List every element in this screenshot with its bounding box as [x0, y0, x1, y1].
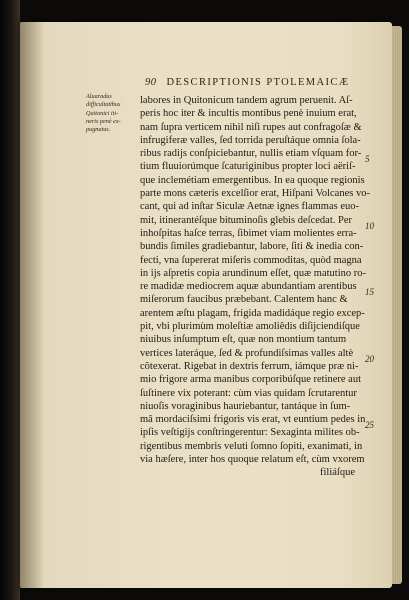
page-fore-edge — [392, 26, 402, 584]
text-line: labores in Quitonicum tandem agrum peruenit. Aſ- — [140, 95, 353, 106]
text-line: rigentibus membris veluti ſomno ſopiti, exanimati, in — [140, 440, 363, 452]
binding-edge — [0, 0, 20, 600]
text-line: mio frigore arma manibus corporibúſque retinere aut — [140, 374, 362, 386]
marginal-note-line: neris penè ex- — [86, 117, 121, 125]
text-line: ipſis veſtigijs conſtringerentur: Sexaginta milites ob- — [140, 427, 360, 439]
text-line: re madidæ mediocrem aquæ abundantiam arentibus — [140, 281, 357, 293]
line-number: 5 — [365, 154, 370, 164]
text-line: in ijs aſpretis copia arundinum eſſet, quæ matutino ro- — [140, 267, 366, 279]
line-number: 20 — [365, 354, 374, 364]
text-line: ſuſtinere vix poterant: cùm vias quidam ſcrutarentur — [140, 387, 357, 399]
text-line: peris hoc iter & incultis montibus penè inuium erat, — [140, 108, 357, 120]
text-line: cant, qui ad inſtar Siculæ Aetnæ ignes flammas euo- — [140, 201, 359, 213]
text-line: tium fluuiorúmque ſcaturiginibus propter loci aëriſ- — [140, 161, 356, 173]
line-number: 15 — [365, 287, 374, 297]
text-line: ribus radijs conſpiciebantur, nullis etiam vſquam for- — [140, 148, 362, 160]
text-line: parte mons cæteris excelſior erat, Hiſpani Volcanes vo- — [140, 188, 370, 200]
page-number: 90 — [145, 77, 157, 88]
marginal-note-line: Aluaradus — [86, 93, 112, 100]
text-line: miſerorum faucibus præbebant. Calentem hanc & — [140, 294, 348, 306]
line-number: 25 — [365, 420, 374, 430]
marginal-note-line: difficultatibus — [86, 101, 121, 109]
text-line: arentem æſtu plagam, frigida madidáque regio excep- — [140, 307, 365, 319]
text-line: que inclemétiam emergentibus. In ea quoque regionis — [140, 174, 365, 186]
text-line: bundis ſimiles gradiebantur, labore, ſiti & inedia con- — [140, 241, 364, 253]
text-line: inhoſpitas haſce terras, ſibimet viam molientes erra- — [140, 227, 357, 239]
text-line: niuibus inſumptum eſt, quæ non montium tantum — [140, 334, 347, 346]
running-title: DESCRIPTIONIS PTOLEMAICÆ — [166, 77, 350, 88]
text-line: nam ſupra verticem nihil niſi rupes aut confragoſæ & — [140, 121, 362, 133]
text-line: infrugiferæ valles, ſed torrida peruſtáque omnia ſola- — [140, 134, 361, 146]
text-line: mit, itinerantéſque bituminoſis glebis deſcedat. Per — [140, 214, 352, 226]
running-header — [145, 77, 350, 88]
text-line: vertices lateráque, ſed & profundiſsimas valles altè — [140, 347, 354, 359]
marginal-note — [86, 93, 136, 134]
text-line: via hæſere, inter hos quoque relatum eſt, cùm vxorem — [140, 454, 365, 466]
text-line: pit, vbi plurimùm moleſtiæ amoliêdis diſijciendiſque — [140, 321, 360, 333]
text-line: niuoſis voraginibus hauriebantur, tantáque in ſum- — [140, 400, 351, 412]
marginal-note-line: Quitonici iti- — [86, 109, 119, 117]
marginal-note-line: pugnatus. — [86, 126, 111, 134]
text-line: cõtexerat. Rigebat in dextris ferrum, iámque præ ni- — [140, 360, 359, 372]
text-line: filiáſque — [320, 467, 355, 479]
text-line: fecti, vna ſupererat miſeris commoditas, quòd magna — [140, 254, 362, 266]
text-line: mâ mordaciſsimi frigoris vis erat, vt euntium pedes in — [140, 414, 366, 426]
line-number: 10 — [365, 221, 374, 231]
body-text — [140, 94, 372, 480]
